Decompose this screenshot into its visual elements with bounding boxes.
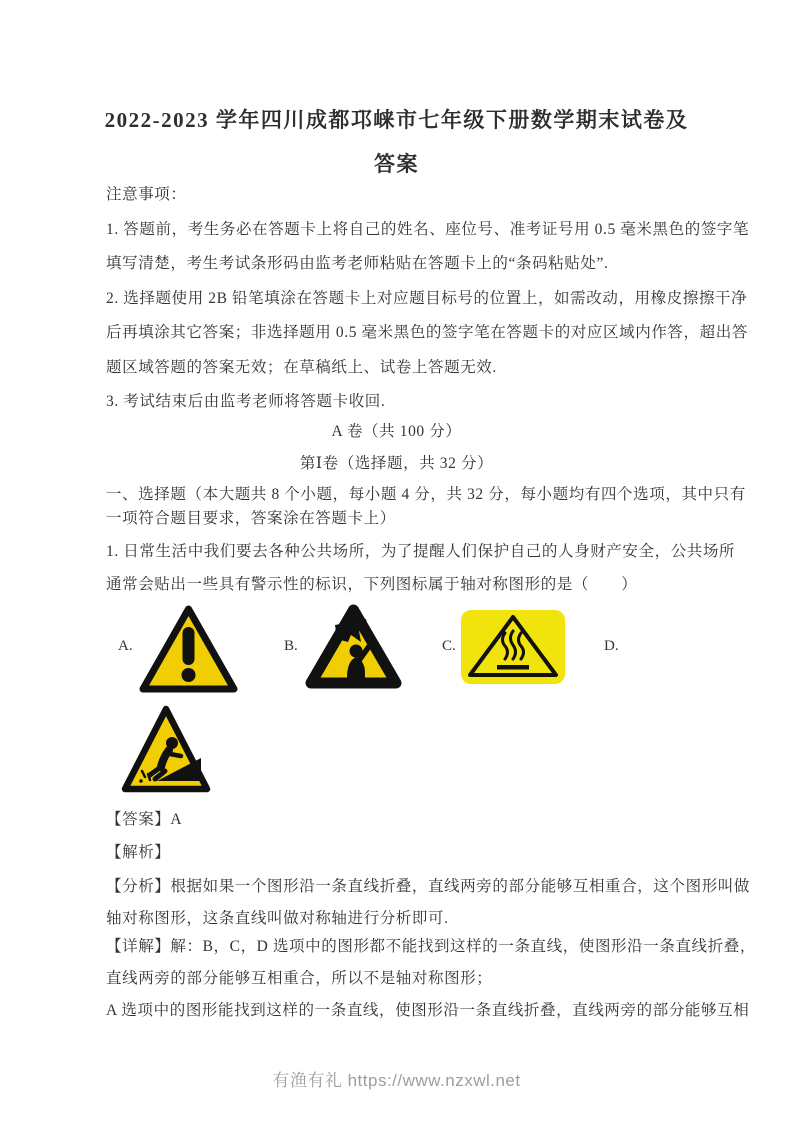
page-title-line1: 2022-2023 学年四川成都邛崃市七年级下册数学期末试卷及 — [104, 108, 689, 132]
choice-intro-line: 一项符合题目要求，答案涂在答题卡上） — [106, 510, 396, 527]
notes-line: 填写清楚，考生考试条形码由监考老师粘贴在答题卡上的“条码粘贴处”. — [106, 255, 609, 272]
watch-your-head-sign-icon — [304, 602, 403, 691]
hot-surface-sign-icon — [460, 609, 566, 685]
slippery-slope-sign-icon — [119, 701, 213, 798]
choice-intro-line: 一、选择题（本大题共 8 个小题，每小题 4 分，共 32 分，每小题均有四个选项，其中只有 — [106, 486, 746, 503]
option-d-label: D. — [604, 638, 619, 654]
heading-a-volume: A 卷（共 100 分） — [331, 423, 462, 440]
analysis-line: 【分析】根据如果一个图形沿一条直线折叠，直线两旁的部分能够互相重合，这个图形叫做 — [106, 878, 751, 895]
option-b-label: B. — [284, 638, 298, 654]
question1-line: 通常会贴出一些具有警示性的标识，下列图标属于轴对称图形的是（ ） — [106, 576, 638, 593]
footer-site-credit: 有渔有礼 https://www.nzxwl.net — [272, 1071, 521, 1090]
notes-line: 1. 答题前，考生务必在答题卡上将自己的姓名、座位号、准考证号用 0.5 毫米黑色的签字笔 — [106, 221, 750, 238]
answer-line: 【答案】A — [106, 811, 183, 828]
notes-header: 注意事项： — [106, 186, 187, 203]
notes-line: 2. 选择题使用 2B 铅笔填涂在答题卡上对应题目标号的位置上，如需改动，用橡皮擦擦干净 — [106, 290, 748, 307]
notes-line: 后再填涂其它答案；非选择题用 0.5 毫米黑色的签字笔在答题卡的对应区域内作答，超出答 — [106, 324, 748, 341]
notes-line: 3. 考试结束后由监考老师将答题卡收回. — [106, 393, 386, 410]
notes-line: 题区域答题的答案无效；在草稿纸上、试卷上答题无效. — [106, 359, 497, 376]
option-a-label: A. — [118, 638, 133, 654]
analysis-line: 轴对称图形，这条直线叫做对称轴进行分析即可. — [106, 910, 449, 927]
option-c-label: C. — [442, 638, 456, 654]
analysis-header: 【解析】 — [106, 844, 171, 861]
page-title-line2: 答案 — [374, 152, 419, 176]
heading-part1: 第Ⅰ卷（选择题，共 32 分） — [299, 455, 494, 472]
warning-exclamation-sign-icon — [137, 601, 240, 697]
detail-line: 直线两旁的部分能够互相重合，所以不是轴对称图形； — [106, 970, 493, 987]
detail-line: 【详解】解：B，C，D 选项中的图形都不能找到这样的一条直线，使图形沿一条直线折叠， — [106, 938, 756, 955]
detail-line: A 选项中的图形能找到这样的一条直线，使图形沿一条直线折叠，直线两旁的部分能够互相 — [106, 1002, 750, 1019]
question1-line: 1. 日常生活中我们要去各种公共场所，为了提醒人们保护自己的人身财产安全，公共场所 — [106, 543, 736, 560]
